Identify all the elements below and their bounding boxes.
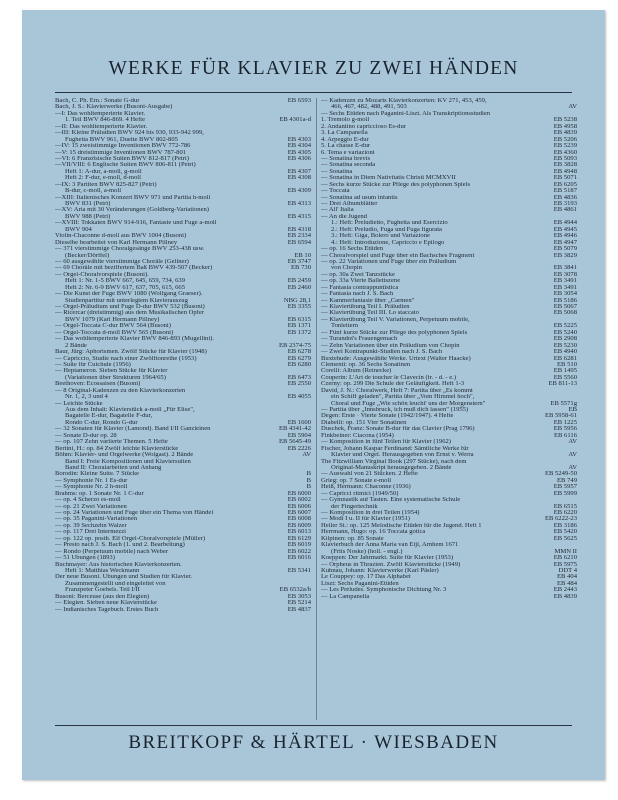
entry-number: EB 2908 (553, 335, 577, 343)
entry-number: EB 4309 (287, 187, 311, 195)
entry-title: — Sonatina in Diem Nativitatis Christi MCMXVII (321, 175, 456, 182)
entry-number: EB 404 (557, 573, 577, 581)
entry-title: — Leichte Stücke (55, 400, 103, 407)
entry-title: von Chopin (331, 265, 362, 272)
entry-number: EB 5071 (553, 174, 577, 182)
entry-title: — op. 16 Sechs Etüden (321, 246, 384, 253)
entry-number: EB 6019 (287, 541, 311, 549)
entry-number: EB 4946 (553, 232, 577, 240)
entry-number: AV (568, 103, 577, 111)
entry-title: Klavierbuch der Anna Maria van Eijl, Arnhem 1671 (321, 542, 459, 549)
entry-title: der Fingertechnik (331, 503, 378, 510)
entry-number: EB 510 (557, 360, 577, 368)
entry-number: NBG 28,1 (283, 296, 311, 304)
entry-number: EB 6205 (553, 180, 577, 188)
entry-number: EB 5239 (553, 142, 577, 150)
entry-title: BWV 831 (Petri) (65, 201, 111, 207)
entry-number: EB 6016 (287, 554, 311, 562)
entry-number: EB 3355 (287, 303, 311, 310)
entry-number: EB 5240 (553, 328, 577, 336)
catalog-page (22, 10, 605, 780)
entry-title: — op. 117 Drei Intermezzi (55, 529, 126, 536)
entry-title: — 32 Sonaten für Klavier (Lamond). Band I/II Ganzleinen (55, 426, 211, 433)
entry-title: — An die Jugend (321, 213, 367, 220)
entry-number: EB 6129 (287, 534, 311, 542)
entry-title: 466, 467, 482, 488, 491, 503 (331, 104, 407, 111)
entry-number: AV (568, 463, 577, 471)
entry-title: — Sechs kurze Stücke zur Pflege des polyphonen Spiels (321, 181, 471, 188)
entry-number: EB 5186 (553, 296, 577, 304)
entry-title: — op. 4 Scherzo es-moll (55, 497, 121, 504)
entry-title: Czerny: op. 299 Die Schule der Geläufigkeit. Heft 1-3 (321, 381, 465, 388)
entry-number: EB 2550 (287, 380, 311, 388)
entry-title: — Fantasia contrappuntistica (321, 284, 399, 291)
entry-title: — Modi I u. II für Klavier (1951) (321, 516, 410, 523)
entry-title: —II: Das wohltemperierte Klavier. (55, 123, 148, 130)
entry-title: Zusammengestellt und eingeleitet von (65, 580, 166, 587)
entry-title: Aus dem Inhalt: Klavierstück a-moll „Für Elise", (65, 407, 195, 413)
entry-number: B (306, 483, 311, 491)
entry-title: Heller St.: op. 125 Melodische Etüden für die Jugend. Heft 1 (321, 522, 482, 529)
entry-title: Baur, Jürg: Aphorismen. Zwölf Stücke für Klavier (1948) (55, 349, 207, 356)
entry-title: Heft 1: Nr. 1-5 BWV 667, 645, 659, 734, 639 (65, 278, 186, 285)
entry-number: EB 1225 (553, 418, 577, 426)
entry-number: EB 4318 (287, 225, 311, 233)
entry-title: Borodin: Kleine Suite. 7 Stücke (55, 471, 140, 478)
entry-number: EB 4861 (553, 206, 577, 214)
entry-title: — Klavierübung Teil III. Lo staccato (321, 310, 419, 317)
entry-title: — Capricci ritmici (1949/50) (321, 490, 399, 497)
entry-number: EB 6281 (553, 354, 577, 362)
entry-title: Violin-Chaconne d-moll aus BWV 1004 (Busoni) (55, 233, 187, 240)
entry-title: Duschek, Franz: Sonate B-dur für das Clavier (Prag 1796) (321, 426, 475, 433)
entry-number: EB 4305 (287, 148, 311, 156)
entry-number: EB 4940 (553, 348, 577, 356)
entry-title: — Orgel-Toccata d-moll BWV 565 (Busoni) (55, 329, 174, 336)
entry-title: Heiß, Hermann: Chaconne (1936) (321, 484, 411, 491)
entry-number: EB 6008 (287, 515, 311, 523)
entry-title: Kilpinen: op. 85 Sonate (321, 535, 384, 542)
entry-number: EB 5230 (553, 341, 577, 349)
entry-number: EB 5067 (553, 303, 577, 310)
entry-number: EB 730 (291, 264, 311, 272)
entry-number: EB 5093 (553, 154, 577, 162)
entry-title: Brahms: op. 1 Sonate Nr. 1 C-dur (55, 490, 144, 497)
entry-title: Buchmayer: Aus historischen Klavierkonzerten. (55, 561, 182, 568)
entry-number: EB 4839 (553, 129, 577, 137)
entry-title: Studienpartitur mit unterlegtem Klavierauszug (65, 297, 188, 304)
entry-title: —I: Das wohltemperierte Klavier. (55, 110, 146, 117)
bottom-rule (55, 725, 572, 726)
entry-title: — op. 22 Variationen und Fuge über ein Präludium (321, 258, 457, 265)
entry-title: — Symphonie Nr. 2 h-moll (55, 484, 128, 491)
entry-title: Böhm: Klavier- und Orgelwerke (Wolgast). 2 Bände (55, 452, 194, 459)
entry-number: EB 4839 (553, 592, 577, 600)
entry-title: BWV 988 (Petri) (65, 213, 111, 220)
entry-title: 5. La chasse E-dur (321, 143, 371, 150)
entry-number: EB 2460 (287, 283, 311, 291)
entry-number: EB 3186 (553, 521, 577, 529)
entry-number: EB 5214 (287, 599, 311, 607)
entry-number: EB 6022 (287, 547, 311, 555)
entry-title: Herrmann, Hugo: op. 16 Toccata gotica (321, 529, 426, 536)
entry-title: Tonleitern (331, 323, 359, 330)
entry-title: 4. Arpeggio E-dur (321, 136, 369, 143)
entry-title: B-dur, c-moll, a-moll (65, 188, 122, 195)
entry-title: Choral und Fuge „Wie schön leucht' uns der Morgenstern" (331, 400, 486, 407)
entry-number: EB 6116 (553, 431, 577, 439)
entry-title: — Rondo (Perpetuum mobile) nach Weber (55, 548, 169, 555)
entry-number: EB 5187 (553, 187, 577, 195)
entry-title: Heft 1: A-dur, a-moll, g-moll (65, 168, 142, 175)
entry-title: Liszt: Sechs Paganini-Etüden (321, 580, 399, 587)
entry-number: EB 1495 (553, 367, 577, 375)
entry-number: EB 5957 (553, 483, 577, 491)
entry-title: 2. Andantino capriccioso Es-dur (321, 123, 406, 130)
entry-title: — Les Préludes. Symphonische Dichtung Nr. 3 (321, 587, 447, 594)
entry-number: EB 3491 (553, 283, 577, 291)
entry-number: EB 3841 (553, 264, 577, 272)
entry-title: Klavier und Orgel. Herausgegeben von Ernst v. Werra (331, 452, 474, 459)
entry-number: EB 2374-75 (278, 341, 311, 349)
entry-title: — 69 Choräle mit beziffertem Baß BWV 439-507 (Becker) (55, 265, 213, 272)
entry-number: EB 5420 (553, 528, 577, 536)
left-column (55, 98, 311, 720)
entry-number: EB 4306 (287, 154, 311, 162)
entry-title: — Sonate D-dur op. 28 (55, 432, 117, 439)
entry-number: B (306, 470, 311, 478)
entry-title: Franzpeter Goebels. Teil I/II (65, 587, 140, 594)
entry-title: — Klavierübung Teil V. Variationen, Perpetuum mobile, (321, 316, 470, 323)
entry-number: EB 5341 (287, 566, 311, 574)
entry-number: EB 5958-61 (544, 412, 577, 420)
entry-title: —XV: Aria mit 30 Veränderungen (Goldberg-Variationen) (55, 207, 209, 214)
entry-number: EB 5079 (553, 245, 577, 253)
entry-title: 1. Tremolo g-moll (321, 117, 370, 124)
entry-title: Band I: Freie Kompositionen und Klaviersuiten (65, 458, 191, 465)
entry-title: — Sechs Etüden nach Paganini-Liszt. Als Transkriptionsstudien (321, 110, 491, 117)
entry-title: Corelli: Album (Reinecke) (321, 368, 392, 375)
entry-number: EB 6006 (287, 502, 311, 510)
entry-number: EB 5225 (553, 322, 577, 330)
entry-number: AV (302, 451, 311, 459)
entry-number: EB 3829 (553, 251, 577, 259)
entry-number: EB 6210 (553, 554, 577, 562)
entry-title: — Zwei Kontrapunkt-Studien nach J. S. Bach (321, 349, 443, 356)
entry-title: Bagatelle E-dur, Bagatelle F-dur, (65, 413, 153, 420)
entry-number: EB 5206 (553, 135, 577, 143)
entry-title: 3. La Campanella (321, 130, 368, 137)
entry-number: EB 4360 (553, 148, 577, 156)
entry-number: EB 4313 (287, 200, 311, 207)
entry-title: — Sonatina seconda (321, 162, 376, 169)
entry-number: EB 3053 (287, 592, 311, 600)
entry-title: Bertini, H.: op. 84 Zwölf leichte Klavierstücke (55, 445, 179, 452)
entry-title: 4.: Heft: Introduzione, Capriccio e Epilogo (331, 239, 445, 246)
entry-title: — Komposition in fünf Teilen für Klavier (1962) (321, 439, 451, 446)
entry-title: —V: 15 dreistimmige Inventionen BWV 787-801 (55, 149, 187, 156)
entry-title: — Auswahl von 21 Stücken. 2 Hefte (321, 471, 418, 478)
entry-title: — Drei Albumblätter (321, 201, 378, 207)
entry-title: — op. 24 Variationen und Fuge über ein Thema von Händel (55, 510, 214, 516)
entry-number: EB 3078 (553, 270, 577, 278)
entry-number: EB 4948 (553, 167, 577, 175)
entry-number: EB 6222-23 (544, 515, 577, 523)
entry-title: — All' Italia (321, 207, 354, 214)
column-divider (316, 98, 317, 720)
entry-number: EB 6002 (287, 496, 311, 504)
entry-number: EB 3193 (553, 200, 577, 207)
entry-number: EB 2334 (287, 232, 311, 240)
entry-number: EB 5571g (550, 399, 577, 407)
entry-number: EB 5645-49 (278, 438, 311, 446)
entry-title: — Presto nach J. S. Bach (1. und 2. Bearbeitung) (55, 542, 185, 549)
entry-number: EB 4307 (287, 167, 311, 175)
entry-number: EB 3828 (553, 161, 577, 169)
entry-title: 1.: Heft: Preludietto, Fughetta und Esercizio (331, 220, 448, 227)
entry-title: —XIII: Italienisches Konzert BWV 971 und Partita h-moll (55, 194, 211, 201)
entry-title: 6. Tema e variazioni (321, 149, 375, 156)
entry-number: EB 4837 (287, 605, 311, 613)
entry-number: EB 6220 (553, 509, 577, 516)
entry-number: EB (568, 406, 577, 413)
entry-title: — Orgel-Toccata C-dur BWV 564 (Busoni) (55, 323, 171, 330)
entry-title: Grieg: op. 7 Sonate e-moll (321, 477, 392, 484)
entry-title: —IV: 15 zweistimmige Inventionen BWV 772-786 (55, 143, 191, 150)
entry-number: EB 3491 (553, 277, 577, 285)
entry-number: EB 484 (557, 579, 577, 587)
entry-title: Heft 1: Matthias Weckmann (65, 567, 140, 574)
entry-title: — Toccata (321, 188, 350, 195)
entry-title: — op. 122 op. posth. Elf Orgel-Choralvorspiele (Müller) (55, 535, 206, 542)
entry-title: — Sonatina (321, 168, 353, 175)
entry-title: — Suite für Cuichule (1956) (55, 361, 131, 368)
entry-title: — 51 Übungen (1893) (55, 555, 115, 562)
entry-number: EB 4055 (287, 393, 311, 401)
entry-title: 2 Bände (65, 342, 87, 349)
entry-title: Finkbeiner: Ciacona (1954) (321, 432, 394, 439)
entry-number: EB 4315 (287, 212, 311, 220)
entry-title: Band II: Choralarbeiten und Anhang (65, 464, 162, 471)
entry-number: EB 4341-42 (278, 425, 311, 433)
entry-title: — Fantasia nach J. S. Bach (321, 291, 394, 298)
entry-number: EB 5999 (553, 489, 577, 497)
entry-number: EB 4304 (287, 142, 311, 150)
entry-title: — Klavierübung Teil I. Präludien (321, 304, 410, 310)
entry-title: Busoni: Berceuse (aus den Elegien) (55, 593, 150, 600)
entry-number: EB 6007 (287, 509, 311, 516)
entry-title: David, J. N.: Choralwerk, Heft 7: Partita über „Es kommt (321, 387, 473, 394)
entry-number: EB 5249-50 (544, 470, 577, 478)
entry-title: Der neue Busoni. Übungen und Studien für Klavier. (55, 574, 193, 581)
entry-number: EB 749 (557, 476, 577, 484)
entry-number: EB 5068 (553, 309, 577, 317)
entry-number: AV (568, 438, 577, 446)
entry-title: Dieselbe bearbeitet von Karl Hermann Pillney (55, 239, 178, 246)
entry-title: — Komposition in drei Teilen (1954) (321, 510, 420, 516)
entry-title: Heft 2: F-dur, e-moll, d-moll (65, 175, 141, 182)
entry-title: — op. 39 Sechzehn Walzer (55, 522, 127, 529)
entry-number: EB 4947 (553, 238, 577, 246)
entry-title: Le Couppey: op. 17 Das Alphabet (321, 574, 411, 581)
entry-title: — Orpheus in Thrazien. Zwölf Klavierstücke (1949) (321, 561, 461, 568)
entry-number: EB 4301a-d (279, 116, 311, 124)
entry-title: Beethoven: Ecossaisen (Busoni) (55, 381, 141, 388)
entry-number: EB 6000 (287, 489, 311, 497)
entry-number: EB 3054 (553, 290, 577, 298)
entry-title: Kuhnau, Johann: Klavierwerke (Karl Päsler) (321, 567, 439, 574)
entry-title: — La Campanella (321, 593, 370, 600)
entry-title: BWV 1079 (Karl Hermann Pillney) (65, 316, 160, 323)
entry-title: — Kadenzen zu Mozarts Klavierkonzerten: KV 271, 453, 459, (321, 98, 487, 104)
entry-number: EB 6594 (287, 238, 311, 246)
entry-title: Couperin: L'Art de toucher le Clavecin (fr. - d. - e.) (321, 374, 457, 381)
entry-title: — Heptameron. Sieben Stücke für Klavier (55, 368, 168, 375)
entry-title: — Die Kunst der Fuge BWV 1080 (Wolfgang Graeser). (55, 291, 203, 298)
entry-number: EB 5625 (553, 534, 577, 542)
entry-number: EB 6279 (287, 354, 311, 362)
entry-title: — Orgel-Choralvorspiele (Busoni). (55, 271, 149, 278)
entry-title: — op. 30a Zwei Tanzstücke (321, 271, 395, 278)
entry-title: 3.: Heft: Giga, Bolero und Variazione (331, 233, 430, 240)
entry-number: EB 6593 (287, 98, 311, 104)
entry-number: EB 4836 (553, 193, 577, 201)
entry-number: EB 6532a/b (279, 586, 311, 594)
entry-title: — op. 33a Vierte Ballettszene (321, 278, 401, 285)
entry-title: — Partita über „Innsbruck, ich muß dich lassen" (1955) (321, 407, 469, 413)
entry-number: B (306, 476, 311, 484)
entry-title: — 8 Original-Kadenzen zu den Klavierkonzerten (55, 387, 186, 394)
entry-title: — Turandot's Frauengemach (321, 336, 398, 343)
entry-title: — Choralvorspiel und Fuge über ein Bachsches Fragment (321, 252, 475, 259)
entry-title: Nr. 1, 2, 3 und 4 (65, 394, 108, 401)
entry-title: — Sonatina ad usum infantis (321, 194, 398, 201)
entry-title: Clementi: op. 36 Sechs Sonatinen (321, 361, 411, 368)
entry-number: EB 5238 (553, 116, 577, 124)
entry-number: EB 4958 (553, 122, 577, 130)
right-column (321, 98, 577, 720)
entry-title: Bach, J. S.: Klavierwerke (Busoni-Ausgabe) (55, 104, 173, 111)
entry-number: EB 5956 (553, 425, 577, 433)
entry-number: EB 6515 (553, 502, 577, 510)
entry-title: 1. Teil BWV 846-869. 4 Hefte (65, 117, 146, 124)
publisher-footer: BREITKOPF & HÄRTEL · WIESBADEN (128, 732, 499, 753)
entry-title: —VII/VIII: 6 Englische Suiten BWV 806-811 (Petri) (55, 162, 196, 169)
entry-number: EB 5560 (553, 373, 577, 381)
entry-title: ein Schiff geladen", Partita über „Vom Himmel hoch", (331, 394, 475, 401)
entry-title: —XVIII: Tokkaten BWV 914-916, Fantasie und Fuge a-moll (55, 220, 217, 227)
entry-number: EB 2226 (287, 444, 311, 452)
entry-title: — Sonatina brevis (321, 155, 371, 162)
catalog-entry (55, 607, 311, 613)
entry-number: EB 6013 (287, 528, 311, 536)
entry-number: EB 2459 (287, 277, 311, 285)
entry-title: — Ricercar (dreistimmig) aus dem Musikalischen Opfer (55, 310, 205, 317)
entry-title: — Das wohltemperierte Klavier BWV 846-893 (Mugellini). (55, 336, 215, 343)
entry-number: DDT 4 (558, 566, 577, 574)
entry-title: — 371 vierstimmige Choralgesänge BWV 253-438 usw. (55, 246, 205, 253)
entry-number: EB 1372 (287, 328, 311, 336)
entry-title: — Fünf kurze Stücke zur Pflege des polyphonen Spiels (321, 329, 468, 336)
entry-title: 2.: Heft: Preludio, Fuga und Fuga figurata (331, 226, 442, 233)
entry-title: Bach, C. Ph. Em.: Sonate G-dur (55, 98, 140, 104)
entry-title: Heft 2: Nr. 6-9 BWV 617, 637, 705, 615, 665 (65, 284, 186, 291)
catalog-entry (321, 594, 577, 600)
entry-title: Diabelli: op. 151 Vier Sonatinen (321, 419, 407, 426)
entry-title: (Variationen über Strukturen 1964/65) (65, 374, 166, 381)
entry-number: EB 4308 (287, 174, 311, 182)
entry-number: EB 6009 (287, 521, 311, 529)
entry-number: EB 6315 (287, 315, 311, 323)
entry-title: — 60 ausgewählte vierstimmige Choräle (Gellner) (55, 258, 189, 265)
entry-title: —III: Kleine Präludien BWV 924 bis 930, 933-942 999, (55, 130, 204, 137)
entry-number: EB 2443 (553, 586, 577, 594)
entry-title: Buxtehude: Ausgewählte Werke. Urtext (Walter Haacke) (321, 355, 471, 362)
entry-number: AV (568, 451, 577, 459)
entry-number: EB 4303 (287, 135, 311, 143)
entry-title: — op. 21 Zwei Variationen (55, 503, 127, 510)
entry-title: Fughetta BWV 961, Duette BWV 802-805 (65, 136, 178, 143)
entry-title: Rondo C-dur, Rondo G-dur (65, 419, 138, 426)
entry-number: MMN II (554, 547, 577, 555)
entry-number: EB 5975 (553, 560, 577, 568)
entry-title: — Gymnastik auf Tasten. Eine systematische Schule (321, 497, 461, 504)
entry-title: Koeppen: Der Jahrmarkt. Suite für Klavier (1953) (321, 555, 454, 562)
entry-title: (Becker/Dörffel) (65, 252, 110, 259)
entry-title: BWV 904 (65, 226, 92, 233)
entry-title: The Fitzwilliam Virginal Book (297 Stücke), nach dem (321, 458, 467, 465)
entry-number: EB 1600 (287, 418, 311, 426)
entry-title: — Symphonie Nr. 1 Es-dur (55, 477, 128, 484)
entry-title: — Capriccio, Studie nach einer Zwölftonreihe (1953) (55, 355, 197, 362)
entry-title: —IX: 3 Partiten BWV 825-827 (Petri) (55, 181, 157, 188)
entry-title: (Frits Noske) (holl. - engl.) (331, 548, 403, 555)
entry-title: — op. 107 Zehn variierte Themen. 5 Hefte (55, 439, 168, 446)
entry-number: EB 3747 (287, 257, 311, 265)
entry-number: EB 6473 (287, 373, 311, 381)
entry-number: EB 811-13 (548, 380, 577, 388)
entry-title: — Elegien. Sieben neue Klavierstücke (55, 600, 157, 607)
page-title: WERKE FÜR KLAVIER ZU ZWEI HÄNDEN (108, 58, 519, 79)
entry-title: Fischer, Johann Kaspar Ferdinand: Sämtliche Werke für (321, 445, 469, 452)
entry-number: EB 4944 (553, 219, 577, 227)
entry-number: EB 6280 (287, 360, 311, 368)
entry-title: — Zehn Variationen über ein Präludium von Chopin (321, 342, 460, 349)
top-rule (55, 92, 572, 93)
entry-number: EB 5904 (287, 431, 311, 439)
entry-title: — Kammerfantasie über „Carmen" (321, 297, 415, 304)
entry-title: Original-Manuskript herausgegeben. 2 Bände (331, 464, 452, 471)
entry-title: Degen: Erste · Vierte Sonate (1942/1947). 4 Hefte (321, 413, 454, 420)
entry-number: EB 4945 (553, 225, 577, 233)
entry-title: — Orgel-Präludium und Fuge D-dur BWV 532 (Busoni) (55, 304, 205, 310)
entry-title: — Indianisches Tagebuch. Erstes Buch (55, 606, 159, 613)
entry-number: EB 6278 (287, 348, 311, 356)
entry-title: —VI: 6 Französische Suiten BWV 812-817 (Petri) (55, 155, 189, 162)
entry-number: EB 1371 (287, 322, 311, 330)
entry-title: — op. 35 Paganini-Variationen (55, 516, 138, 523)
entry-number: EB 10 (294, 251, 311, 259)
